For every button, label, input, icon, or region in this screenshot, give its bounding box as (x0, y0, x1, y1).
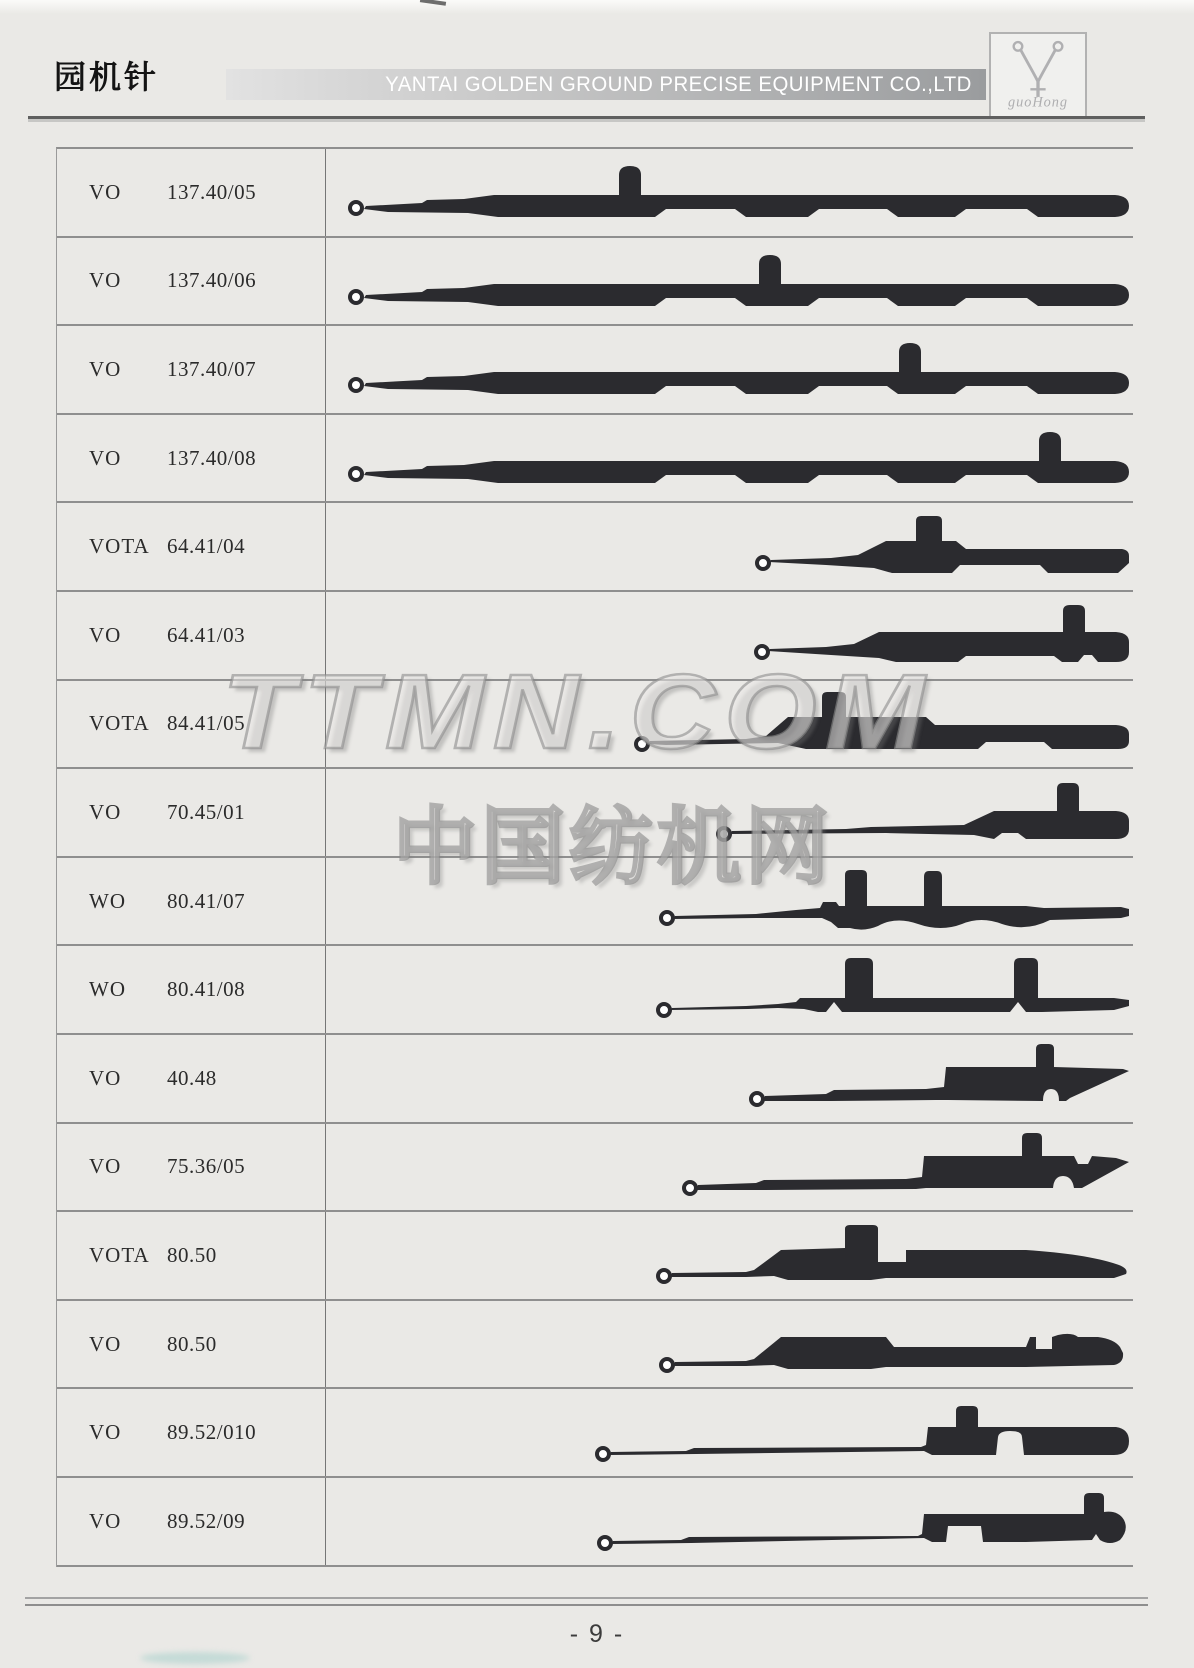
table-row (57, 1124, 1133, 1213)
needle-label-cell (57, 769, 326, 856)
needle-hook-loop (350, 379, 362, 391)
needle-type-label: VO (89, 1154, 122, 1179)
needle-model-label: 64.41/04 (167, 534, 246, 559)
header-divider (28, 116, 1145, 119)
table-row (57, 946, 1133, 1035)
needle-type-label: VO (89, 179, 122, 204)
needle-silhouette (326, 511, 1131, 599)
needle-hook-loop (661, 1359, 673, 1371)
footer-divider (25, 1597, 1148, 1606)
needle-drawing-cell (326, 1212, 1133, 1299)
needle-drawing-cell (326, 1389, 1133, 1476)
table-row (57, 238, 1133, 327)
needle-silhouette (326, 1486, 1131, 1574)
needle-drawing-cell (326, 149, 1133, 236)
needle-drawing-cell (326, 1035, 1133, 1122)
needle-silhouette (326, 423, 1131, 511)
watermark-cn: 中国纺机网 (393, 798, 834, 896)
table-row (57, 1301, 1133, 1390)
needle-label-cell (57, 238, 326, 325)
needle-type-label: VO (89, 356, 122, 381)
needle-label-cell (57, 503, 326, 590)
needle-drawing-cell (326, 1478, 1133, 1565)
needle-type-label: VO (89, 799, 122, 824)
needle-silhouette (326, 1397, 1131, 1485)
needle-type-label: VO (89, 1065, 122, 1090)
needle-model-label: 40.48 (167, 1065, 217, 1090)
needle-drawing-cell (326, 503, 1133, 590)
needle-label-cell (57, 1212, 326, 1299)
needle-hook-loop (658, 1270, 670, 1282)
needle-label-cell (57, 1478, 326, 1565)
needle-model-label: 75.36/05 (167, 1154, 246, 1179)
needle-label-cell (57, 1301, 326, 1388)
table-row (57, 503, 1133, 592)
needle-model-label: 89.52/010 (167, 1420, 257, 1445)
needle-model-label: 64.41/03 (167, 622, 246, 647)
watermark-ttmn: TTMN.COM (222, 653, 934, 771)
needle-type-label: VO (89, 1420, 122, 1445)
page-number: - 9 - (569, 1620, 625, 1648)
page-title: 园机针 (54, 58, 160, 96)
needle-silhouette (326, 1220, 1131, 1308)
needle-type-label: WO (89, 888, 126, 913)
needle-model-label: 80.41/07 (167, 888, 246, 913)
needle-silhouette (326, 1043, 1131, 1131)
needle-silhouette (326, 1309, 1131, 1397)
needle-hook-loop (684, 1182, 696, 1194)
needle-silhouette (326, 954, 1131, 1042)
needle-type-label: WO (89, 977, 126, 1002)
needle-label-cell (57, 1389, 326, 1476)
needle-silhouette (326, 246, 1131, 334)
needle-model-label: 137.40/05 (167, 179, 257, 204)
needle-type-label: VO (89, 268, 122, 293)
needle-type-label: VO (89, 622, 122, 647)
company-header-bar (226, 69, 986, 100)
table-row (57, 1389, 1133, 1478)
needle-drawing-cell (326, 946, 1133, 1033)
logo-script-text: guoHong (1008, 94, 1068, 111)
needle-label-cell (57, 149, 326, 236)
needle-drawing-cell (326, 326, 1133, 413)
company-logo (989, 32, 1087, 118)
needle-label-cell (57, 415, 326, 502)
needle-drawing-cell (326, 1124, 1133, 1211)
company-name: YANTAI GOLDEN GROUND PRECISE EQUIPMENT CO.,LTD (385, 72, 972, 96)
needle-type-label: VOTA (89, 534, 150, 559)
needle-model-label: 137.40/06 (167, 268, 257, 293)
needle-hook-loop (751, 1093, 763, 1105)
needle-model-label: 89.52/09 (167, 1508, 246, 1533)
needle-type-label: VO (89, 445, 122, 470)
needle-silhouette (326, 1132, 1131, 1220)
table-row (57, 415, 1133, 504)
needle-model-label: 80.50 (167, 1242, 217, 1267)
needle-type-label: VOTA (89, 711, 150, 736)
table-row (57, 1035, 1133, 1124)
needle-silhouette (326, 157, 1131, 245)
needle-silhouette (326, 334, 1131, 422)
scan-smudge (140, 1652, 250, 1664)
needle-hook-loop (599, 1537, 611, 1549)
needle-type-label: VO (89, 1508, 122, 1533)
table-row (57, 326, 1133, 415)
needle-model-label: 80.41/08 (167, 977, 246, 1002)
needle-hook-loop (350, 291, 362, 303)
needle-label-cell (57, 1035, 326, 1122)
needle-type-label: VO (89, 1331, 122, 1356)
table-row (57, 1212, 1133, 1301)
scan-artifact (420, 0, 446, 6)
needle-hook-loop (350, 202, 362, 214)
needle-hook-loop (350, 468, 362, 480)
needle-model-label: 70.45/01 (167, 799, 246, 824)
needle-label-cell (57, 946, 326, 1033)
needle-label-cell (57, 326, 326, 413)
needle-hook-loop (658, 1004, 670, 1016)
needle-label-cell (57, 858, 326, 945)
needles-v-icon (991, 34, 1085, 116)
needle-model-label: 80.50 (167, 1331, 217, 1356)
needle-drawing-cell (326, 238, 1133, 325)
needle-model-label: 84.41/05 (167, 711, 246, 736)
needle-drawing-cell (326, 1301, 1133, 1388)
needle-type-label: VOTA (89, 1242, 150, 1267)
needle-model-label: 137.40/07 (167, 356, 257, 381)
needle-hook-loop (661, 912, 673, 924)
needle-hook-loop (597, 1448, 609, 1460)
table-row (57, 1478, 1133, 1567)
table-row (57, 149, 1133, 238)
needle-model-label: 137.40/08 (167, 445, 257, 470)
needle-label-cell (57, 1124, 326, 1211)
needle-drawing-cell (326, 415, 1133, 502)
needle-hook-loop (757, 557, 769, 569)
